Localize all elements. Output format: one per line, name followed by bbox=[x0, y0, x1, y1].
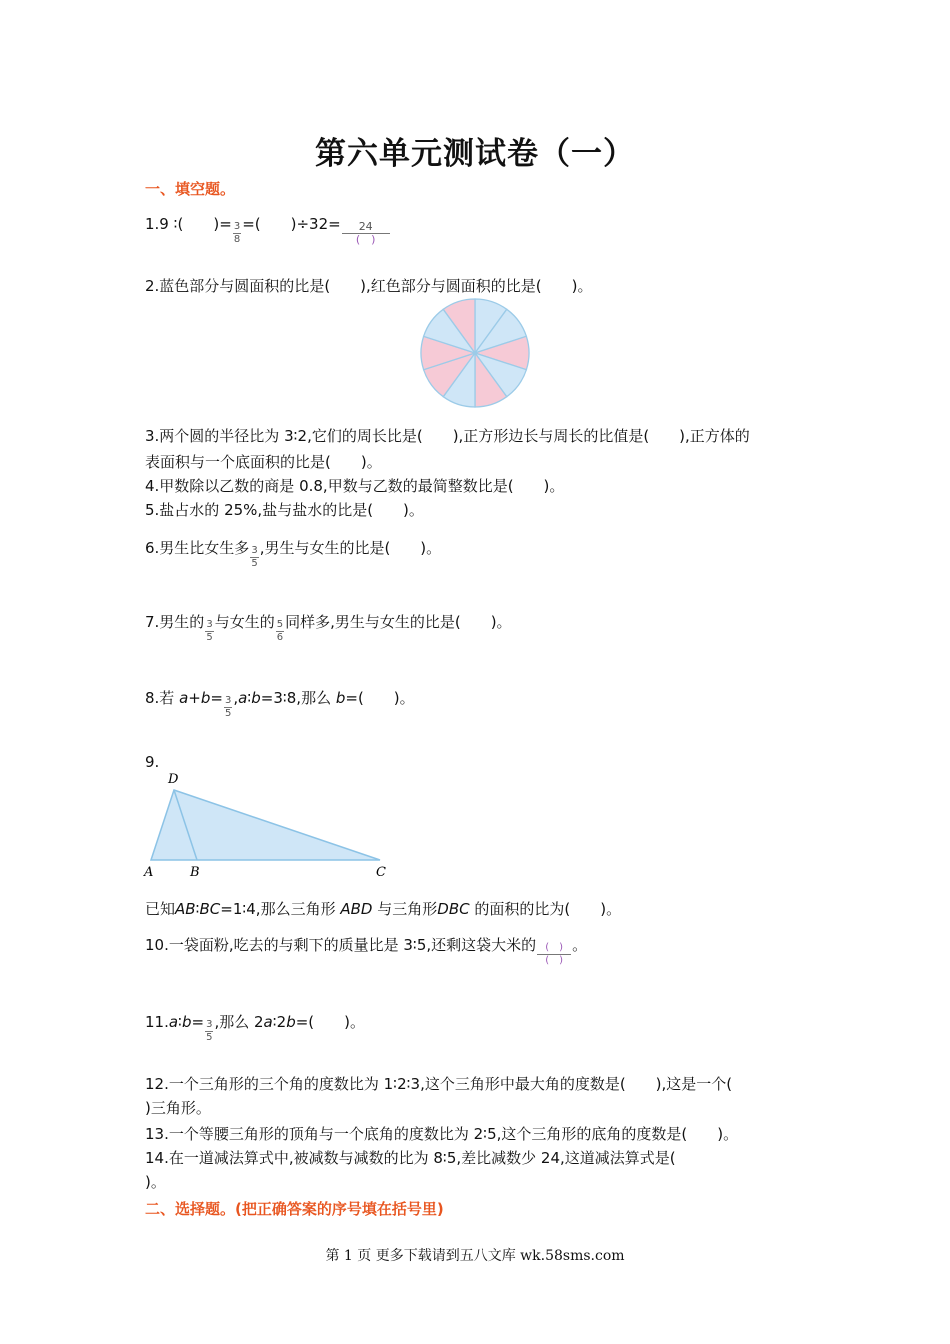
page-footer: 第 1 页 更多下载请到五八文库 wk.58sms.com bbox=[325, 1248, 625, 1264]
q8-text-middle: =3∶8,那么 bbox=[260, 689, 332, 707]
q11-colon: ∶2 bbox=[272, 1013, 287, 1031]
q11-fraction bbox=[205, 1019, 213, 1044]
q7-fraction-2-denominator: 6 bbox=[276, 632, 284, 643]
question-6 bbox=[145, 536, 442, 569]
q9-triangle-dbc: DBC bbox=[437, 900, 470, 918]
q8-comma: , bbox=[233, 689, 239, 707]
triangle-figure bbox=[138, 768, 398, 884]
q8-fraction bbox=[224, 695, 232, 720]
q9-text-start: 已知 bbox=[145, 900, 176, 918]
q6-fraction bbox=[250, 545, 258, 570]
q6-fraction-numerator: 3 bbox=[251, 545, 258, 556]
question-1 bbox=[145, 212, 391, 246]
q7-fraction-1 bbox=[205, 619, 213, 644]
question-7 bbox=[145, 610, 512, 643]
question-13: 13.一个等腰三角形的顶角与一个底角的度数比为 2∶5,这个三角形的底角的度数是( )。 bbox=[145, 1125, 739, 1143]
q8-text-start: 8.若 bbox=[145, 689, 175, 707]
q6-text-start: 6.男生比女生多 bbox=[145, 539, 250, 557]
q9-text-middle-2: 与三角形 bbox=[377, 900, 438, 918]
question-9-number: 9. bbox=[145, 753, 160, 771]
question-12-line-1: 12.一个三角形的三个角的度数比为 1∶2∶3,这个三角形中最大角的度数是( ),这是一个( bbox=[145, 1075, 733, 1093]
q1-blank-fraction bbox=[342, 221, 390, 246]
q7-text-middle: 与女生的 bbox=[214, 613, 275, 631]
q7-fraction-1-denominator: 5 bbox=[206, 632, 213, 643]
q8-text-end: =( )。 bbox=[345, 689, 415, 707]
label-c: C bbox=[376, 865, 386, 880]
q9-triangle-abd: ABD bbox=[340, 900, 373, 918]
question-10 bbox=[145, 933, 588, 966]
label-a: A bbox=[144, 865, 154, 880]
q7-fraction-2 bbox=[276, 619, 284, 644]
q1-blank-numerator: 24 bbox=[342, 221, 390, 234]
q8-ratio: a∶b bbox=[238, 689, 261, 707]
question-14-line-2: )。 bbox=[145, 1173, 166, 1191]
question-5: 5.盐占水的 25%,盐与盐水的比是( )。 bbox=[145, 501, 424, 519]
q11-variable-b: b bbox=[286, 1013, 296, 1031]
q8-equals: = bbox=[210, 689, 223, 707]
q7-fraction-1-numerator: 3 bbox=[206, 619, 213, 630]
q1-fraction bbox=[233, 221, 241, 246]
q7-fraction-2-numerator: 5 bbox=[276, 619, 284, 630]
q6-fraction-denominator: 5 bbox=[251, 558, 258, 569]
question-2: 2.蓝色部分与圆面积的比是( ),红色部分与圆面积的比是( )。 bbox=[145, 277, 593, 295]
q1-fraction-numerator: 3 bbox=[233, 221, 241, 232]
q10-blank-denominator: ( ) bbox=[545, 955, 564, 966]
circle-pie-figure bbox=[418, 296, 532, 410]
q1-text-start: 1.9 ∶( )= bbox=[145, 215, 232, 233]
q1-fraction-denominator: 8 bbox=[233, 234, 241, 245]
q8-fraction-denominator: 5 bbox=[224, 708, 232, 719]
q11-ratio: a∶b bbox=[168, 1013, 192, 1031]
q1-blank-denominator: ( ) bbox=[355, 233, 376, 246]
label-d: D bbox=[168, 772, 179, 787]
q1-text-middle: =( )÷32= bbox=[242, 215, 341, 233]
q7-text-end: 同样多,男生与女生的比是( )。 bbox=[285, 613, 512, 631]
page-title: 第六单元测试卷（一） bbox=[315, 136, 635, 172]
label-b: B bbox=[190, 865, 200, 880]
q11-fraction-numerator: 3 bbox=[206, 1019, 213, 1030]
q10-blank-fraction bbox=[537, 942, 571, 967]
section-fill-in-heading: 一、填空题。 bbox=[145, 180, 236, 198]
q8-fraction-numerator: 3 bbox=[224, 695, 232, 706]
question-3-line-1: 3.两个圆的半径比为 3∶2,它们的周长比是( ),正方形边长与周长的比值是( ),正方体的 bbox=[145, 427, 750, 445]
q11-number: 11. bbox=[145, 1013, 169, 1031]
q11-variable-a: a bbox=[263, 1013, 273, 1031]
question-9-text bbox=[145, 897, 621, 921]
q11-equals: = bbox=[191, 1013, 205, 1031]
q9-text-middle: =1∶4,那么三角形 bbox=[220, 900, 336, 918]
q10-text-start: 10.一袋面粉,吃去的与剩下的质量比是 3∶5,还剩这袋大米的 bbox=[145, 936, 537, 954]
q9-text-end: 的面积的比为( )。 bbox=[474, 900, 622, 918]
q8-expression: a+b bbox=[179, 689, 211, 707]
q6-text-end: ,男生与女生的比是( )。 bbox=[259, 539, 442, 557]
question-4: 4.甲数除以乙数的商是 0.8,甲数与乙数的最简整数比是( )。 bbox=[145, 477, 565, 495]
question-8 bbox=[145, 686, 415, 719]
question-12-line-2: )三角形。 bbox=[145, 1099, 211, 1117]
q10-blank-numerator: ( ) bbox=[537, 942, 571, 955]
q11-text-middle: ,那么 2 bbox=[214, 1013, 264, 1031]
q10-text-end: 。 bbox=[572, 936, 588, 954]
q11-text-end: =( )。 bbox=[295, 1013, 365, 1031]
question-11 bbox=[145, 1010, 365, 1043]
q7-text-start: 7.男生的 bbox=[145, 613, 205, 631]
q8-variable-b: b bbox=[335, 689, 346, 707]
question-14-line-1: 14.在一道减法算式中,被减数与减数的比为 8∶5,差比减数少 24,这道减法算式是( bbox=[145, 1149, 676, 1167]
question-3-line-2: 表面积与一个底面积的比是( )。 bbox=[145, 453, 382, 471]
section-choice-heading: 二、选择题。(把正确答案的序号填在括号里) bbox=[145, 1200, 444, 1218]
q9-ratio: AB∶BC bbox=[175, 900, 221, 918]
q11-fraction-denominator: 5 bbox=[206, 1032, 213, 1043]
